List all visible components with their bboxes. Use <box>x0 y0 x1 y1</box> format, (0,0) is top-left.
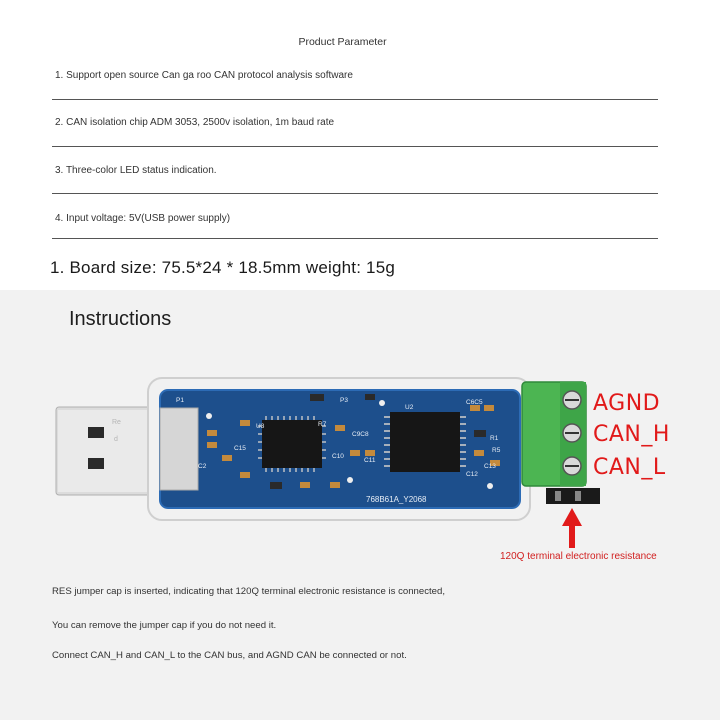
terminal-label-can-h: CAN_H <box>593 422 670 447</box>
spec-item-2: 2. CAN isolation chip ADM 3053, 2500v isolation, 1m baud rate <box>55 117 335 128</box>
red-led-label: Re <box>112 419 121 426</box>
silk-ref: R5 <box>492 447 501 454</box>
pcb-board <box>160 390 520 508</box>
silk-ref: U3 <box>256 423 265 430</box>
silk-ref: C12 <box>466 471 478 478</box>
instructions-title: Instructions <box>69 308 172 330</box>
res-jumper-cap <box>546 488 600 504</box>
terminal-label-can-l: CAN_L <box>593 455 666 480</box>
spec-item-4: 4. Input voltage: 5V(USB power supply) <box>55 213 231 224</box>
silk-ref: P3 <box>340 397 348 404</box>
silk-ref: C15 <box>234 445 246 452</box>
silk-ref: R7 <box>318 421 327 428</box>
isolation-chip <box>390 412 460 472</box>
mcu-chip <box>262 420 322 468</box>
divider <box>52 99 658 100</box>
product-parameter-section <box>0 0 720 290</box>
terminal-label-agnd: AGND <box>593 391 661 416</box>
note-remove: You can remove the jumper cap if you do not need it. <box>52 620 277 631</box>
silk-ref: C11 <box>364 457 376 464</box>
spec-title: Product Parameter <box>298 36 387 48</box>
silk-ref: C9C8 <box>352 431 369 438</box>
screw-terminal-block <box>522 382 586 486</box>
silk-ref: C13 <box>484 463 496 470</box>
silk-ref: C6C5 <box>466 399 483 406</box>
silk-ref: P1 <box>176 397 184 404</box>
instructions-section <box>0 290 720 720</box>
note-connect: Connect CAN_H and CAN_L to the CAN bus, and AGND CAN be connected or not. <box>52 650 407 661</box>
resistor-label: 120Q terminal electronic resistance <box>500 551 657 562</box>
silk-ref: R1 <box>490 435 499 442</box>
spec-item-3: 3. Three-color LED status indication. <box>55 165 217 176</box>
divider <box>52 146 658 147</box>
board-size-text: 1. Board size: 75.5*24 * 18.5mm weight: 15g <box>50 258 396 277</box>
divider <box>52 193 658 194</box>
note-jumper: RES jumper cap is inserted, indicating that 120Q terminal electronic resistance is connected, <box>52 586 446 597</box>
silk-ref: C2 <box>198 463 207 470</box>
divider <box>52 238 658 239</box>
red-led-label: d <box>114 436 118 443</box>
arrow-up-icon <box>562 508 582 548</box>
silk-ref: C10 <box>332 453 344 460</box>
chip-id-silk: 768B61A_Y2068 <box>366 495 427 504</box>
silk-ref: U2 <box>405 404 414 411</box>
spec-item-1: 1. Support open source Can ga roo CAN protocol analysis software <box>55 70 353 81</box>
